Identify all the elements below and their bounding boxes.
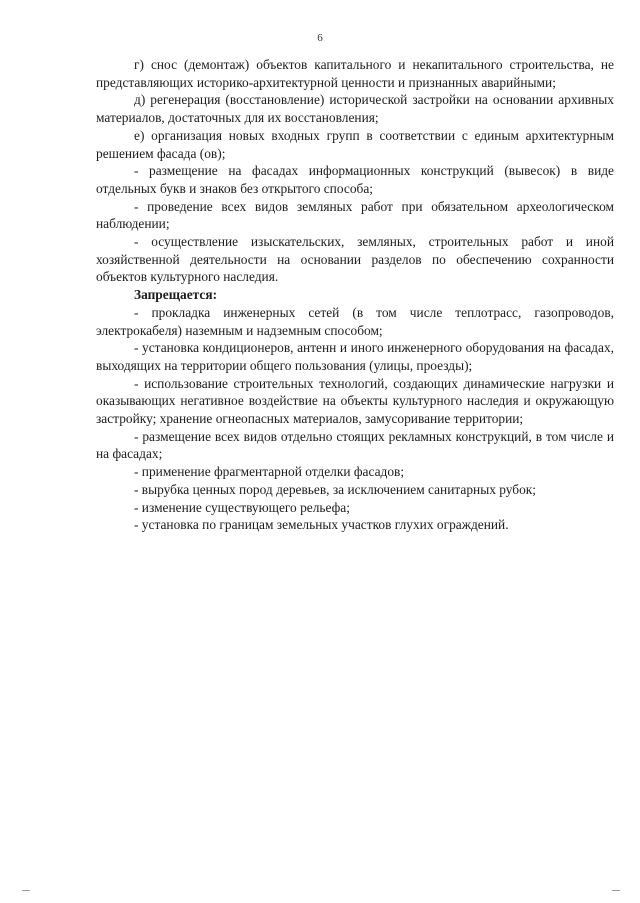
paragraph-item-d: д) регенерация (восстановление) исторической застройки на основании архивных материалов, достаточных для их восстановления; (96, 92, 614, 126)
paragraph-utility-networks: - прокладка инженерных сетей (в том числе теплотрасс, газопроводов, электрокабеля) наземным и надземным способом; (96, 304, 614, 338)
paragraph-survey-works: - осуществление изыскательских, земляных, строительных работ и иной хозяйственной деятельности на основании разделов по обеспечению сохранности объектов культурного наследия. (96, 234, 614, 285)
paragraph-construction-tech: - использование строительных технологий, создающих динамические нагрузки и оказывающих негативное воздействие на объекты культурного наследия и окружающую застройку; хранение огнеопасных материалов, замусоривание территории; (96, 375, 614, 427)
paragraph-earthworks: - проведение всех видов земляных работ при обязательном археологическом наблюдении; (96, 198, 614, 232)
paragraph-advertising: - размещение всех видов отдельно стоящих рекламных конструкций, в том числе и на фасадах; (96, 428, 614, 462)
page-number: 6 (317, 32, 323, 44)
scan-edge-mark (22, 890, 30, 891)
prohibited-heading: Запрещается: (134, 287, 218, 303)
paragraph-facade-finish: - применение фрагментарной отделки фасадов; (134, 464, 405, 480)
paragraph-item-g: г) снос (демонтаж) объектов капитального и некапитального строительства, не представляющих историко-архитектурной ценности и признанных аварийными; (96, 57, 614, 90)
paragraph-item-e: е) организация новых входных групп в соответствии с единым архитектурным решением фасада (ов); (96, 127, 614, 161)
paragraph-signage: - размещение на фасадах информационных конструкций (вывесок) в виде отдельных букв и знаков без открытого способа; (96, 163, 614, 196)
paragraph-air-conditioners: - установка кондиционеров, антенн и иного инженерного оборудования на фасадах, выходящих на территории общего пользования (улицы, проезды); (96, 340, 614, 373)
paragraph-relief: - изменение существующего рельефа; (134, 499, 350, 515)
body-text (96, 56, 614, 534)
paragraph-tree-felling: - вырубка ценных пород деревьев, за исключением санитарных рубок; (134, 481, 537, 497)
paragraph-fences: - установка по границам земельных участков глухих ограждений. (134, 517, 509, 533)
scan-edge-mark (612, 890, 620, 891)
